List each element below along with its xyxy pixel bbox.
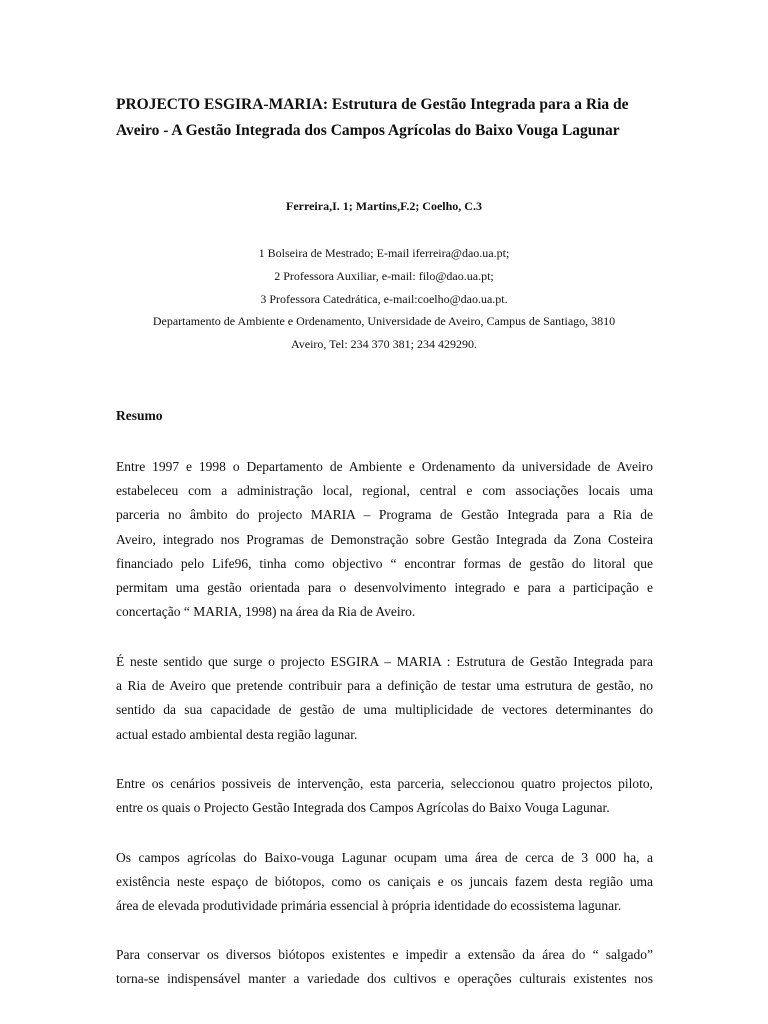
- text-line: Entre os cenários possiveis de intervenção, esta parceria, seleccionou quatro projectos piloto,: [116, 776, 653, 791]
- authors: Ferreira,I. 1; Martins,F.2; Coelho, C.3: [286, 199, 482, 213]
- paragraph-1: [116, 455, 653, 624]
- paragraph-3: [116, 772, 653, 820]
- text-line: a Ria de Aveiro que pretende contribuir para a definição de testar uma estrutura de gestão, no: [116, 678, 653, 694]
- affiliation-line: 3 Professora Catedrática, e-mail:coelho@dao.ua.pt.: [260, 291, 508, 306]
- affiliation-line: 1 Bolseira de Mestrado; E-mail iferreira@dao.ua.pt;: [258, 246, 510, 260]
- text-line: entre os quais o Projecto Gestão Integrada dos Campos Agrícolas do Baixo Vouga Lagunar.: [116, 800, 610, 816]
- text-line: parceria no âmbito do projecto MARIA – Programa de Gestão Integrada para a Ria de: [116, 507, 653, 523]
- title-line-2: Aveiro - A Gestão Integrada dos Campos Agrícolas do Baixo Vouga Lagunar: [116, 122, 620, 139]
- text-line: área de elevada produtividade primária essencial à própria identidade do ecossistema lagunar.: [116, 898, 622, 914]
- text-line: Entre 1997 e 1998 o Departamento de Ambiente e Ordenamento da universidade de Aveiro: [116, 459, 653, 474]
- affiliation-line: Departamento de Ambiente e Ordenamento, Universidade de Aveiro, Campus de Santiago, 3810: [152, 314, 616, 329]
- affiliations: [0, 242, 768, 356]
- paragraph-2: [116, 650, 653, 747]
- text-line: estabeleceu com a administração local, regional, central e com associações locais uma: [116, 483, 653, 499]
- affiliation-line: Aveiro, Tel: 234 370 381; 234 429290.: [290, 337, 478, 352]
- text-line: torna-se indispensável manter a variedade dos cultivos e operações culturais existentes nos: [116, 971, 653, 987]
- affiliation-line: 2 Professora Auxiliar, e-mail: filo@dao.ua.pt;: [274, 268, 494, 283]
- title-line-1: PROJECTO ESGIRA-MARIA: Estrutura de Gestão Integrada para a Ria de: [116, 96, 629, 113]
- paragraph-4: [116, 846, 653, 919]
- section-heading-resumo: Resumo: [116, 408, 163, 423]
- text-line: Aveiro, integrado nos Programas de Demonstração sobre Gestão Integrada da Zona Costeira: [116, 531, 653, 547]
- document-title: [116, 92, 656, 144]
- text-line: sentido da sua capacidade de gestão de uma multiplicidade de vectores determinantes do: [116, 702, 653, 718]
- text-line: financiado pelo Life96, tinha como objectivo “ encontrar formas de gestão do litoral que: [116, 555, 653, 571]
- text-line: Os campos agrícolas do Baixo-vouga Lagunar ocupam uma área de cerca de 3 000 ha, a: [116, 850, 653, 865]
- text-line: concertação “ MARIA, 1998) na área da Ria de Aveiro.: [116, 604, 416, 620]
- text-line: actual estado ambiental desta região lagunar.: [116, 726, 358, 742]
- paragraph-5: [116, 943, 653, 991]
- text-line: existência neste espaço de biótopos, como os caniçais e os juncais fazem desta região uma: [116, 874, 653, 890]
- text-line: permitam uma gestão orientada para o desenvolvimento integrado e para a participação e: [116, 579, 653, 595]
- text-line: É neste sentido que surge o projecto ESGIRA – MARIA : Estrutura de Gestão Integrada para: [116, 654, 653, 669]
- text-line: Para conservar os diversos biótopos existentes e impedir a extensão da área do “ salgado”: [116, 947, 653, 962]
